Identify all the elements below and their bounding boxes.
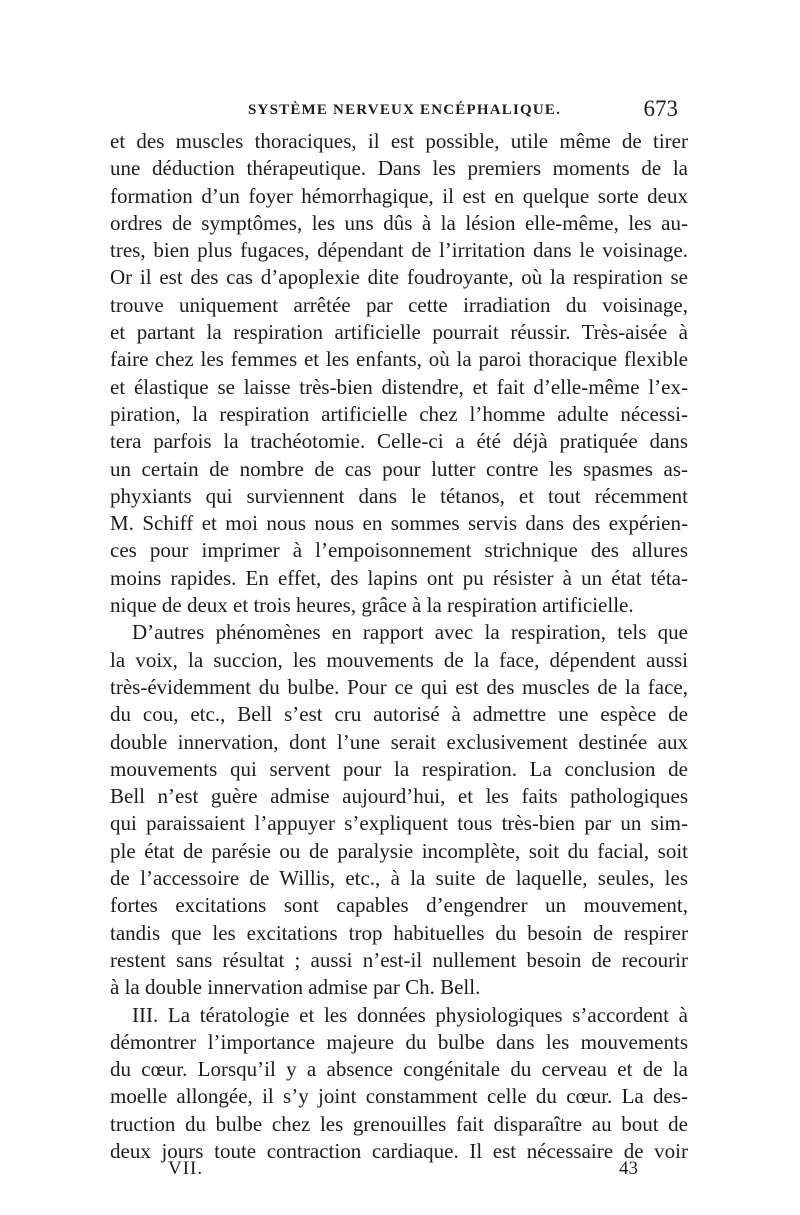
text-line: trouve uniquement arrêtée par cette irradiation du voisinage, xyxy=(110,292,688,317)
text-line: ces pour imprimer à l’empoisonnement strichnique des allures xyxy=(110,538,688,563)
page-header xyxy=(110,96,678,126)
page-number: 673 xyxy=(643,96,678,121)
text-line: D’autres phénomènes en rapport avec la respiration, tels que xyxy=(132,620,688,645)
text-line: double innervation, dont l’une serait exclusivement destinée aux xyxy=(110,729,688,754)
text-line: tera parfois la trachéotomie. Celle-ci a été déjà pratiquée dans xyxy=(110,429,688,454)
text-line: du cœur. Lorsqu’il y a absence congénitale du cerveau et de la xyxy=(110,1057,688,1082)
text-line: tandis que les excitations trop habituelles du besoin de respirer xyxy=(110,920,688,945)
text-line: formation d’un foyer hémorrhagique, il est en quelque sorte deux xyxy=(110,183,688,208)
text-line: moins rapides. En effet, des lapins ont pu résister à un état téta- xyxy=(110,565,688,590)
text-line: ple état de parésie ou de paralysie incomplète, soit du facial, soit xyxy=(110,838,688,863)
text-line: du cou, etc., Bell s’est cru autorisé à admettre une espèce de xyxy=(110,702,688,727)
text-line: et partant la respiration artificielle pourrait réussir. Très-aisée à xyxy=(110,320,688,345)
text-line: moelle allongée, il s’y joint constamment celle du cœur. La des- xyxy=(110,1084,688,1109)
text-line: Or il est des cas d’apoplexie dite foudroyante, où la respiration se xyxy=(110,265,688,290)
text-line: de l’accessoire de Willis, etc., à la suite de laquelle, seules, les xyxy=(110,866,688,891)
text-line: Bell n’est guère admise aujourd’hui, et les faits pathologiques xyxy=(110,784,688,809)
text-line: truction du bulbe chez les grenouilles fait disparaître au bout de xyxy=(110,1111,688,1136)
text-line: ordres de symptômes, les uns dûs à la lésion elle-même, les au- xyxy=(110,210,688,235)
text-line: piration, la respiration artificielle chez l’homme adulte nécessi- xyxy=(110,401,688,426)
text-line: III. La tératologie et les données physiologiques s’accordent à xyxy=(132,1002,688,1027)
text-line: tres, bien plus fugaces, dépendant de l’irritation dans le voisinage. xyxy=(110,238,688,263)
body-text xyxy=(110,128,688,1165)
text-line: deux jours toute contraction cardiaque. Il est nécessaire de voir xyxy=(110,1138,688,1163)
text-line: une déduction thérapeutique. Dans les premiers moments de la xyxy=(110,156,688,181)
signature-mark: VII. xyxy=(168,1158,204,1179)
text-line: à la double innervation admise par Ch. Bell. xyxy=(110,975,481,1000)
text-line: la voix, la succion, les mouvements de la face, dépendent aussi xyxy=(110,647,688,672)
text-line: restent sans résultat ; aussi n’est-il nullement besoin de recourir xyxy=(110,947,688,972)
text-line: et élastique se laisse très-bien distendre, et fait d’elle-même l’ex- xyxy=(110,374,688,399)
text-line: M. Schiff et moi nous nous en sommes servis dans des expérien- xyxy=(110,511,688,536)
text-line: mouvements qui servent pour la respiration. La conclusion de xyxy=(110,756,688,781)
text-line: fortes excitations sont capables d’engendrer un mouvement, xyxy=(110,893,688,918)
text-line: très-évidemment du bulbe. Pour ce qui est des muscles de la face, xyxy=(110,674,688,699)
text-line: nique de deux et trois heures, grâce à la respiration artificielle. xyxy=(110,593,634,618)
text-line: et des muscles thoraciques, il est possible, utile même de tirer xyxy=(110,129,688,153)
text-line: démontrer l’importance majeure du bulbe dans les mouvements xyxy=(110,1029,688,1054)
running-title: SYSTÈME NERVEUX ENCÉPHALIQUE. xyxy=(248,102,562,118)
text-line: un certain de nombre de cas pour lutter contre les spasmes as- xyxy=(110,456,688,481)
signature-number: 43 xyxy=(619,1158,638,1179)
text-line: faire chez les femmes et les enfants, où la paroi thoracique flexible xyxy=(110,347,688,372)
text-line: qui paraissaient l’appuyer s’expliquent tous très-bien par un sim- xyxy=(110,811,688,836)
page-footer xyxy=(110,1158,688,1186)
text-line: phyxiants qui surviennent dans le tétanos, et tout récemment xyxy=(110,483,688,508)
